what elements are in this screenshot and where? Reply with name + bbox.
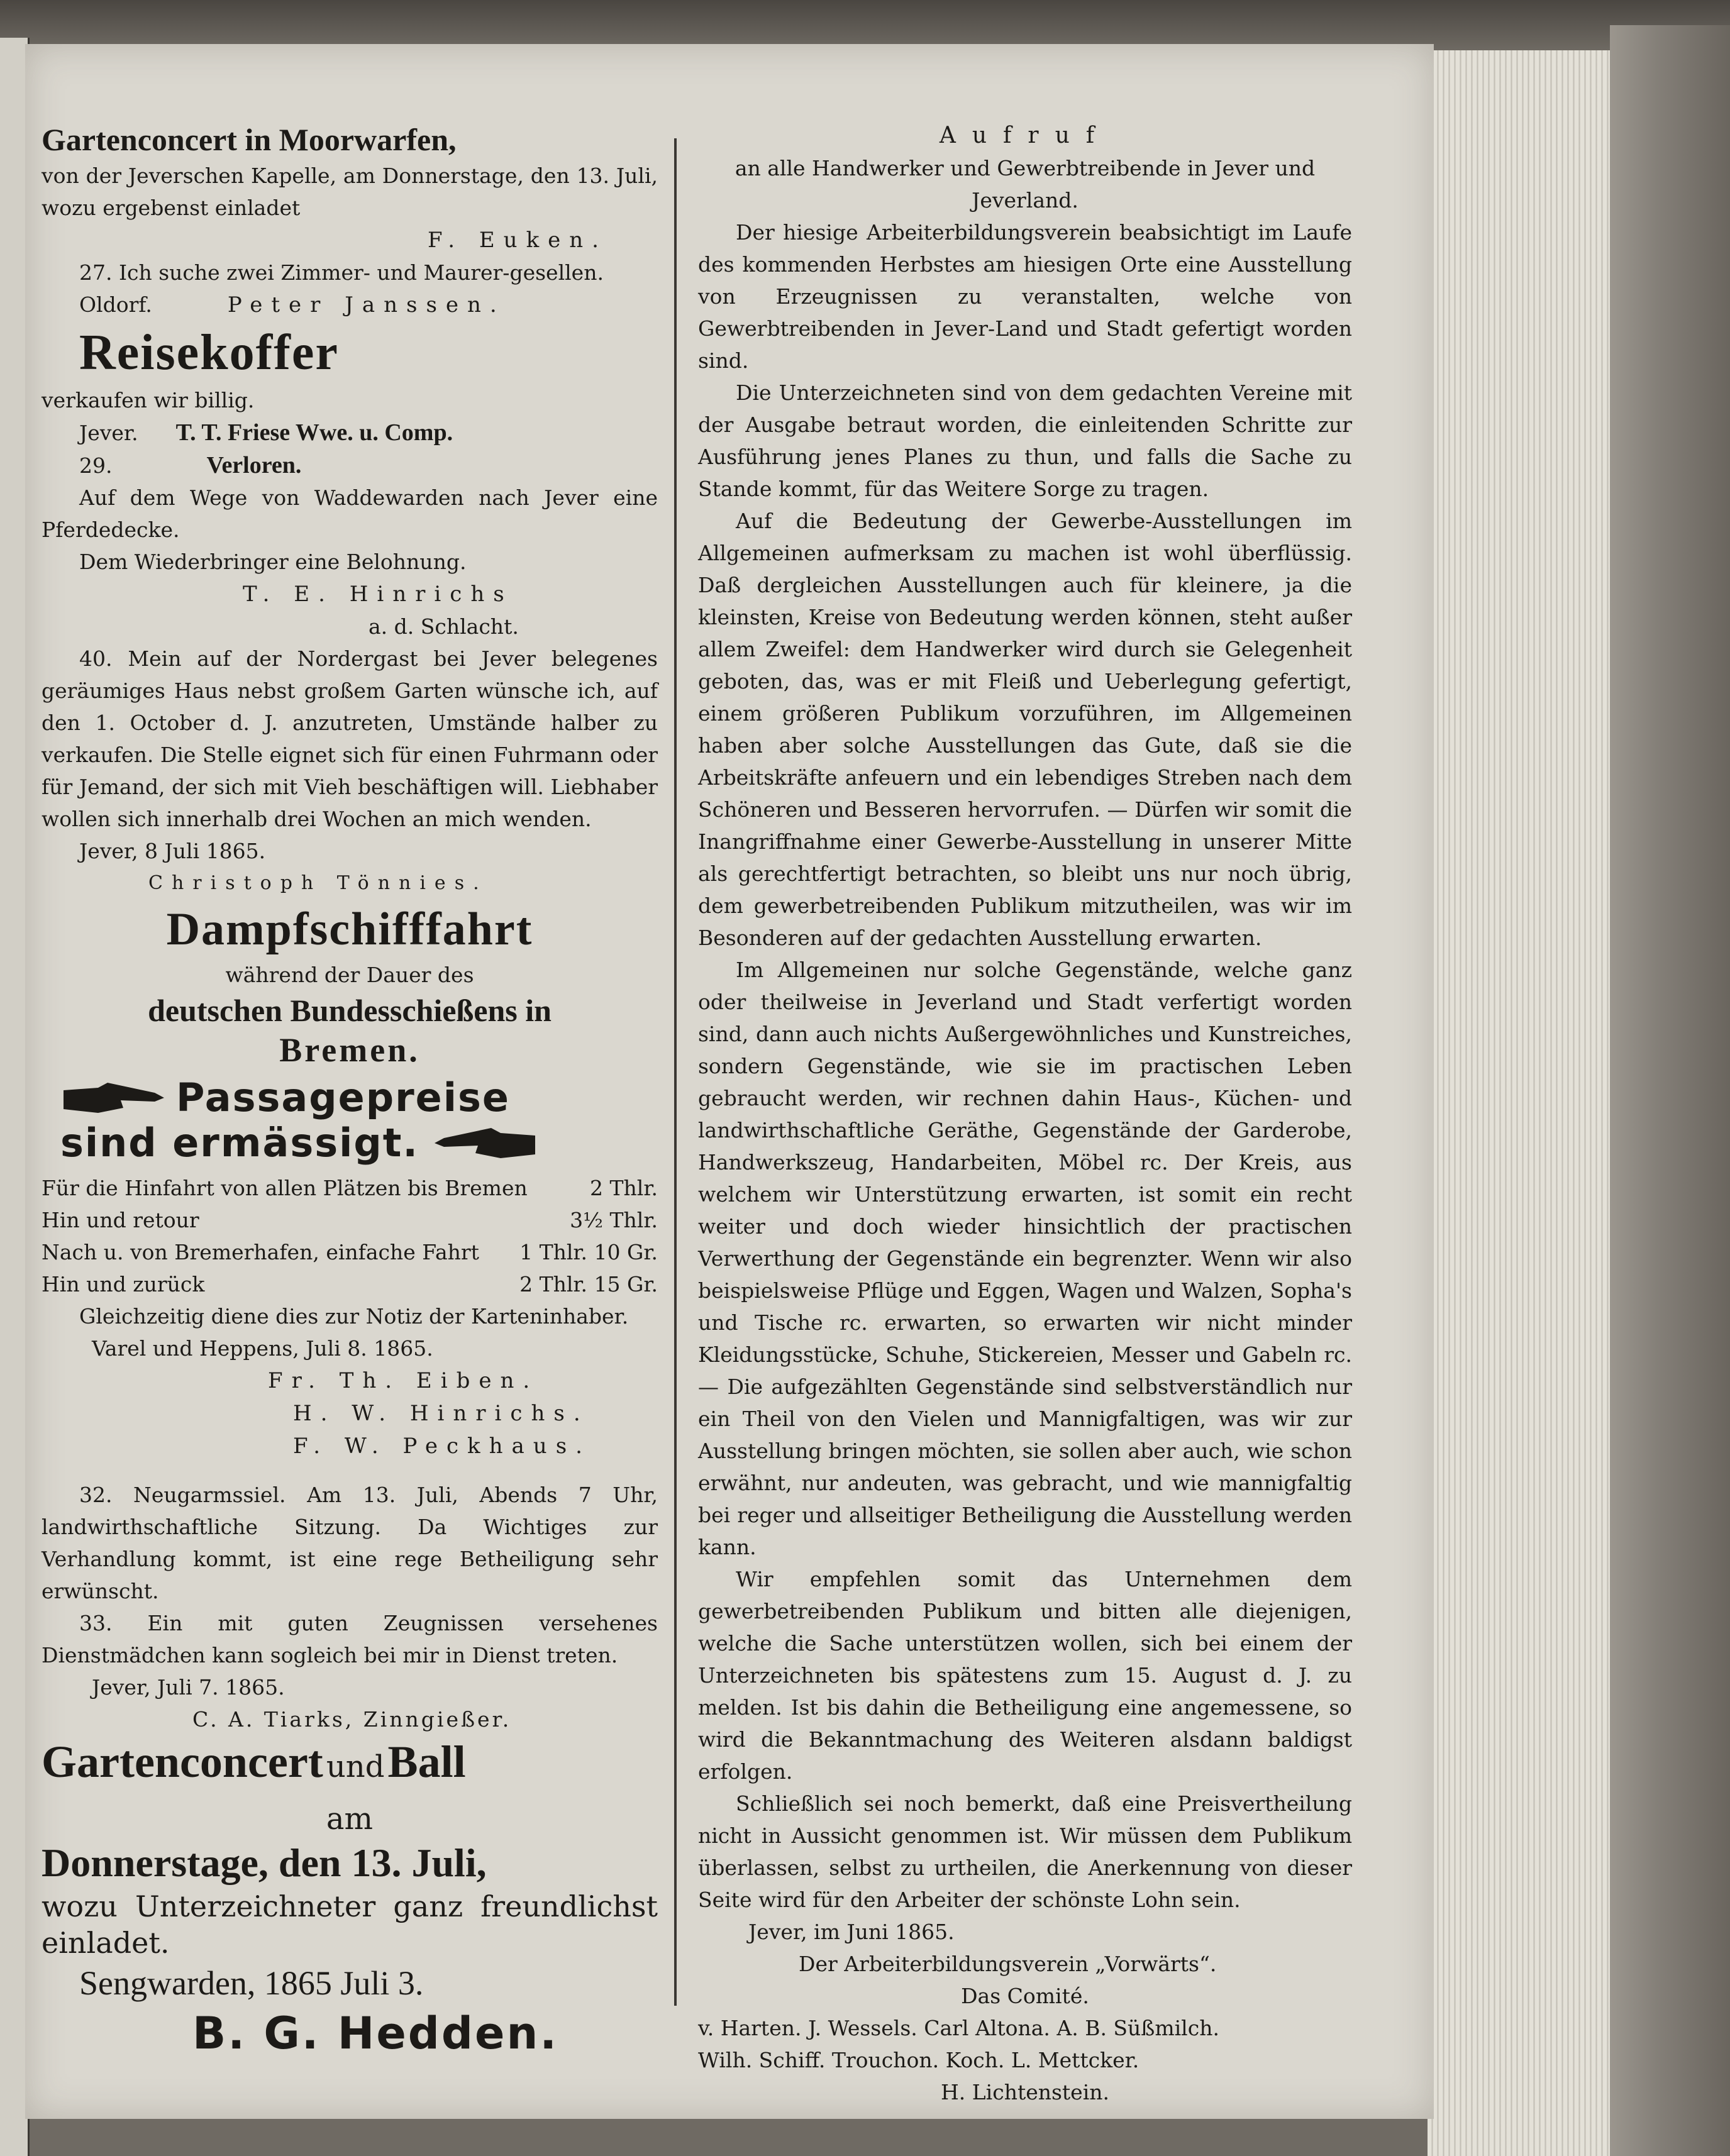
fare-label: Hin und retour: [42, 1208, 199, 1232]
ad-signature: C. A. Tiarks, Zinngießer.: [192, 1707, 512, 1732]
aufruf-subtitle: an alle Handwerker und Gewerbtreibende in Jever und Jeverland.: [735, 156, 1316, 213]
ad-date-title: Donnerstage, den 13. Juli,: [42, 1840, 487, 1885]
aufruf-paragraph: Schließlich sei noch bemerkt, daß eine Preisvertheilung nicht in Aussicht genommen ist. Wir müssen dem Publikum überlassen, selbst zu urtheilen, die Anerkennung von dieser Seite wird für den Arbeiter der schönste Lohn sein.: [698, 1791, 1352, 1912]
ad-maurergesellen: [42, 257, 658, 321]
ad-signature-2: H. W. Hinrichs.: [293, 1401, 589, 1426]
aufruf-title: Aufruf: [939, 123, 1111, 148]
fare-value: 3½ Thlr.: [570, 1208, 658, 1232]
aufruf-members-2: Wilh. Schiff. Trouchon. Koch. L. Mettcker.: [698, 2048, 1139, 2072]
ad-text: von der Jeverschen Kapelle, am Donnerstage, den 13. Juli, wozu ergebenst einladet: [42, 163, 658, 220]
ad-gartenconcert-ball: [42, 1735, 658, 2062]
ad-place-date: Sengwarden, 1865 Juli 3.: [79, 1964, 424, 2002]
ad-text: wozu Unterzeichneter ganz freundlichst einladet.: [42, 1889, 658, 1960]
ad-gartenconcert-moorwarfen: [42, 119, 658, 257]
ad-text: 27. Ich suche zwei Zimmer- und Maurer-gesellen.: [79, 260, 604, 285]
ad-text: 32. Neugarmssiel. Am 13. Juli, Abends 7 Uhr, landwirthschaftliche Sitzung. Da Wichtiges zur Verhandlung kommt, ist eine rege Betheiligung sehr erwünscht.: [42, 1483, 658, 1603]
ad-signature-location: a. d. Schlacht.: [369, 614, 519, 639]
ad-text-reward: Dem Wiederbringer eine Belohnung.: [79, 550, 467, 574]
ad-signature-1: Fr. Th. Eiben.: [268, 1368, 539, 1393]
ad-am: am: [326, 1801, 374, 1837]
left-column: [42, 119, 658, 2062]
fare-row: [42, 1236, 658, 1268]
ad-title-2: deutschen Bundesschießens in: [148, 993, 552, 1028]
pointing-hand-left-icon: [431, 1124, 538, 1162]
ad-text: 33. Ein mit guten Zeugnissen versehenes Dienstmädchen kann sogleich bei mir in Dienst treten.: [42, 1611, 658, 1667]
ad-title: Gartenconcert in Moorwarfen,: [42, 122, 457, 157]
fare-row: [42, 1172, 658, 1204]
ad-date: Varel und Heppens, Juli 8. 1865.: [92, 1336, 433, 1361]
aufruf-association: Der Arbeiterbildungsverein „Vorwärts“.: [799, 1952, 1217, 1976]
ad-signature: B. G. Hedden.: [192, 2008, 558, 2059]
ad-text: Auf dem Wege von Waddewarden nach Jever eine Pferdedecke.: [42, 485, 658, 542]
ad-price-heading-1: Passagepreise: [176, 1075, 510, 1120]
aufruf-paragraph: Auf die Bedeutung der Gewerbe-Ausstellungen im Allgemeinen aufmerksam zu machen ist wohl überflüssig. Daß dergleichen Ausstellungen auch für kleinere, ja die kleinsten, Kreise von Bedeutung werden können, steht außer allem Zweifel: dem Handwerker wird durch sie Gelegenheit geboten, das, was er mit Fleiß und Ueberlegung gefertigt, einem größeren Publikum vorzuführen, im Allgemeinen haben aber solche Ausstellungen das Gute, daß sie die Arbeitskräfte anfeuern und ein lebendiges Streben nach dem Schöneren und Besseren hervorrufen. — Dürfen wir somit die Inangriffnahme einer Gewerbe-Ausstellung in unserer Mitte als gerechtfertigt betrachten, so bleibt uns nur noch übrig, dem gewerbetreibenden Publikum mitzutheilen, was wir im Besonderen auf der gedachten Ausstellung erwarten.: [698, 509, 1352, 950]
right-column: [698, 119, 1352, 2108]
ad-title: Dampfschifffahrt: [166, 904, 533, 955]
aufruf-committee: Das Comité.: [961, 1984, 1089, 2008]
page-stack-edge: [1428, 50, 1610, 2156]
ad-signature-3: F. W. Peckhaus.: [293, 1434, 591, 1459]
ad-subtitle: während der Dauer des: [225, 963, 474, 987]
ad-verloren: [42, 449, 658, 643]
pointing-hand-right-icon: [60, 1079, 167, 1117]
ad-dampfschifffahrt: [42, 900, 658, 1462]
ad-date: Jever, Juli 7. 1865.: [92, 1675, 285, 1700]
aufruf-paragraph: Wir empfehlen somit das Unternehmen dem gewerbetreibenden Publikum und bitten alle diejenigen, welche die Sache unterstützen wollen, sich bei einem der Unterzeichneten bis spätestens zum 15. August d. J. zu melden. Ist bis dahin die Betheiligung eine angemessene, so wird die Bekanntmachung des Weiteren alsdann baldigst erfolgen.: [698, 1567, 1352, 1784]
ad-date: Jever, 8 Juli 1865.: [79, 839, 266, 863]
ad-place: Oldorf.: [79, 292, 152, 317]
fare-table: [42, 1172, 658, 1300]
ad-note: Gleichzeitig diene dies zur Notiz der Karteninhaber.: [79, 1304, 629, 1329]
fare-label: Für die Hinfahrt von allen Plätzen bis Bremen: [42, 1176, 528, 1200]
ad-signature: T. E. Hinrichs: [243, 582, 513, 607]
ad-place: Jever.: [79, 421, 138, 445]
newspaper-page: [25, 44, 1434, 2119]
fare-label: Nach u. von Bremerhafen, einfache Fahrt: [42, 1240, 479, 1264]
aufruf-members-1: v. Harten. J. Wessels. Carl Altona. A. B. Süßmilch.: [698, 2016, 1219, 2040]
ad-signature: Peter Janssen.: [227, 292, 506, 318]
ad-title-3: Bremen.: [279, 1031, 420, 1069]
ad-title-c: Ball: [387, 1737, 466, 1787]
ad-dienstmaedchen: [42, 1607, 658, 1735]
ad-neugarmssiel: [42, 1479, 658, 1607]
fare-row: [42, 1204, 658, 1236]
ad-signature: Christoph Tönnies.: [148, 872, 488, 894]
column-rule: [674, 138, 677, 2006]
ad-number: 29.: [79, 453, 113, 478]
aufruf-paragraph: Im Allgemeinen nur solche Gegenstände, welche ganz oder theilweise in Jeverland und Stadt verfertigt worden sind, dann auch nichts Außergewöhnliches und Kunstreiches, sondern Gegenstände, wie sie im practischen Leben gebraucht werden, wir rechnen dahin Haus-, Küchen- und landwirthschaftliche Geräthe, Gegenstände der Garderobe, Handwerkszeug, Handarbeiten, Möbel rc. Der Kreis, aus welchem wir Unterstützung erwarten, ist somit ein recht weiter und doch wieder hinsichtlich der practischen Verwerthung der Gegenstände ein begrenzter. Wenn wir also beispielsweise Pflüge und Eggen, Wagen und Walzen, Sopha's und Tische rc. erwarten, so erwarten wir nicht minder Kleidungsstücke, Schuhe, Stickereien, Messer und Gabeln rc. — Die aufgezählten Gegenstände sind selbstverständlich nur ein Theil von den Vielen und Mannigfaltigen, was wir zur Ausstellung bringen möchten, sie sollen aber auch, wie schon erwähnt, nur andeuten, was gebracht, und wie mannigfaltig bei reger und allseitiger Betheiligung die Ausstellung werden kann.: [698, 958, 1352, 1559]
aufruf-paragraph: Der hiesige Arbeiterbildungsverein beabsichtigt im Laufe des kommenden Herbstes am hiesigen Orte eine Ausstellung von Erzeugnissen zu veranstalten, welche von Gewerbtreibenden in Jever-Land und Stadt gefertigt worden sind.: [698, 220, 1352, 373]
fare-row: [42, 1268, 658, 1300]
fare-label: Hin und zurück: [42, 1272, 205, 1296]
fare-value: 1 Thlr. 10 Gr.: [519, 1240, 658, 1264]
ad-title: Verloren.: [206, 452, 302, 478]
ad-text: 40. Mein auf der Nordergast bei Jever belegenes geräumiges Haus nebst großem Garten wünsche ich, auf den 1. October d. J. anzutreten, Umstände halber zu verkaufen. Die Stelle eignet sich für einen Fuhrmann oder für Jemand, der sich mit Vieh beschäftigen will. Liebhaber wollen sich innerhalb drei Wochen an mich wenden.: [42, 646, 658, 831]
ad-text: verkaufen wir billig.: [42, 388, 255, 412]
fare-value: 2 Thlr.: [590, 1176, 658, 1200]
ad-signature: F. Euken.: [427, 228, 607, 253]
binding-right: [1610, 25, 1730, 2156]
ad-signature: T. T. Friese Wwe. u. Comp.: [175, 419, 453, 446]
fare-value: 2 Thlr. 15 Gr.: [519, 1272, 658, 1296]
ad-title: Reisekoffer: [79, 325, 339, 380]
ad-haus-verkauf: [42, 643, 658, 900]
aufruf-members-3: H. Lichtenstein.: [940, 2080, 1110, 2104]
ad-price-heading-2: sind ermässigt.: [60, 1120, 419, 1166]
ad-title-b: und: [326, 1749, 385, 1784]
aufruf-paragraph: Die Unterzeichneten sind von dem gedachten Vereine mit der Ausgabe betraut worden, die einleitenden Schritte zur Ausführung jenes Planes zu thun, und falls die Sache zu Stande kommt, für das Weitere Sorge zu tragen.: [698, 380, 1352, 501]
aufruf-date: Jever, im Juni 1865.: [748, 1920, 955, 1944]
ad-reisekoffer: [42, 321, 658, 449]
ad-title-a: Gartenconcert: [42, 1737, 323, 1787]
